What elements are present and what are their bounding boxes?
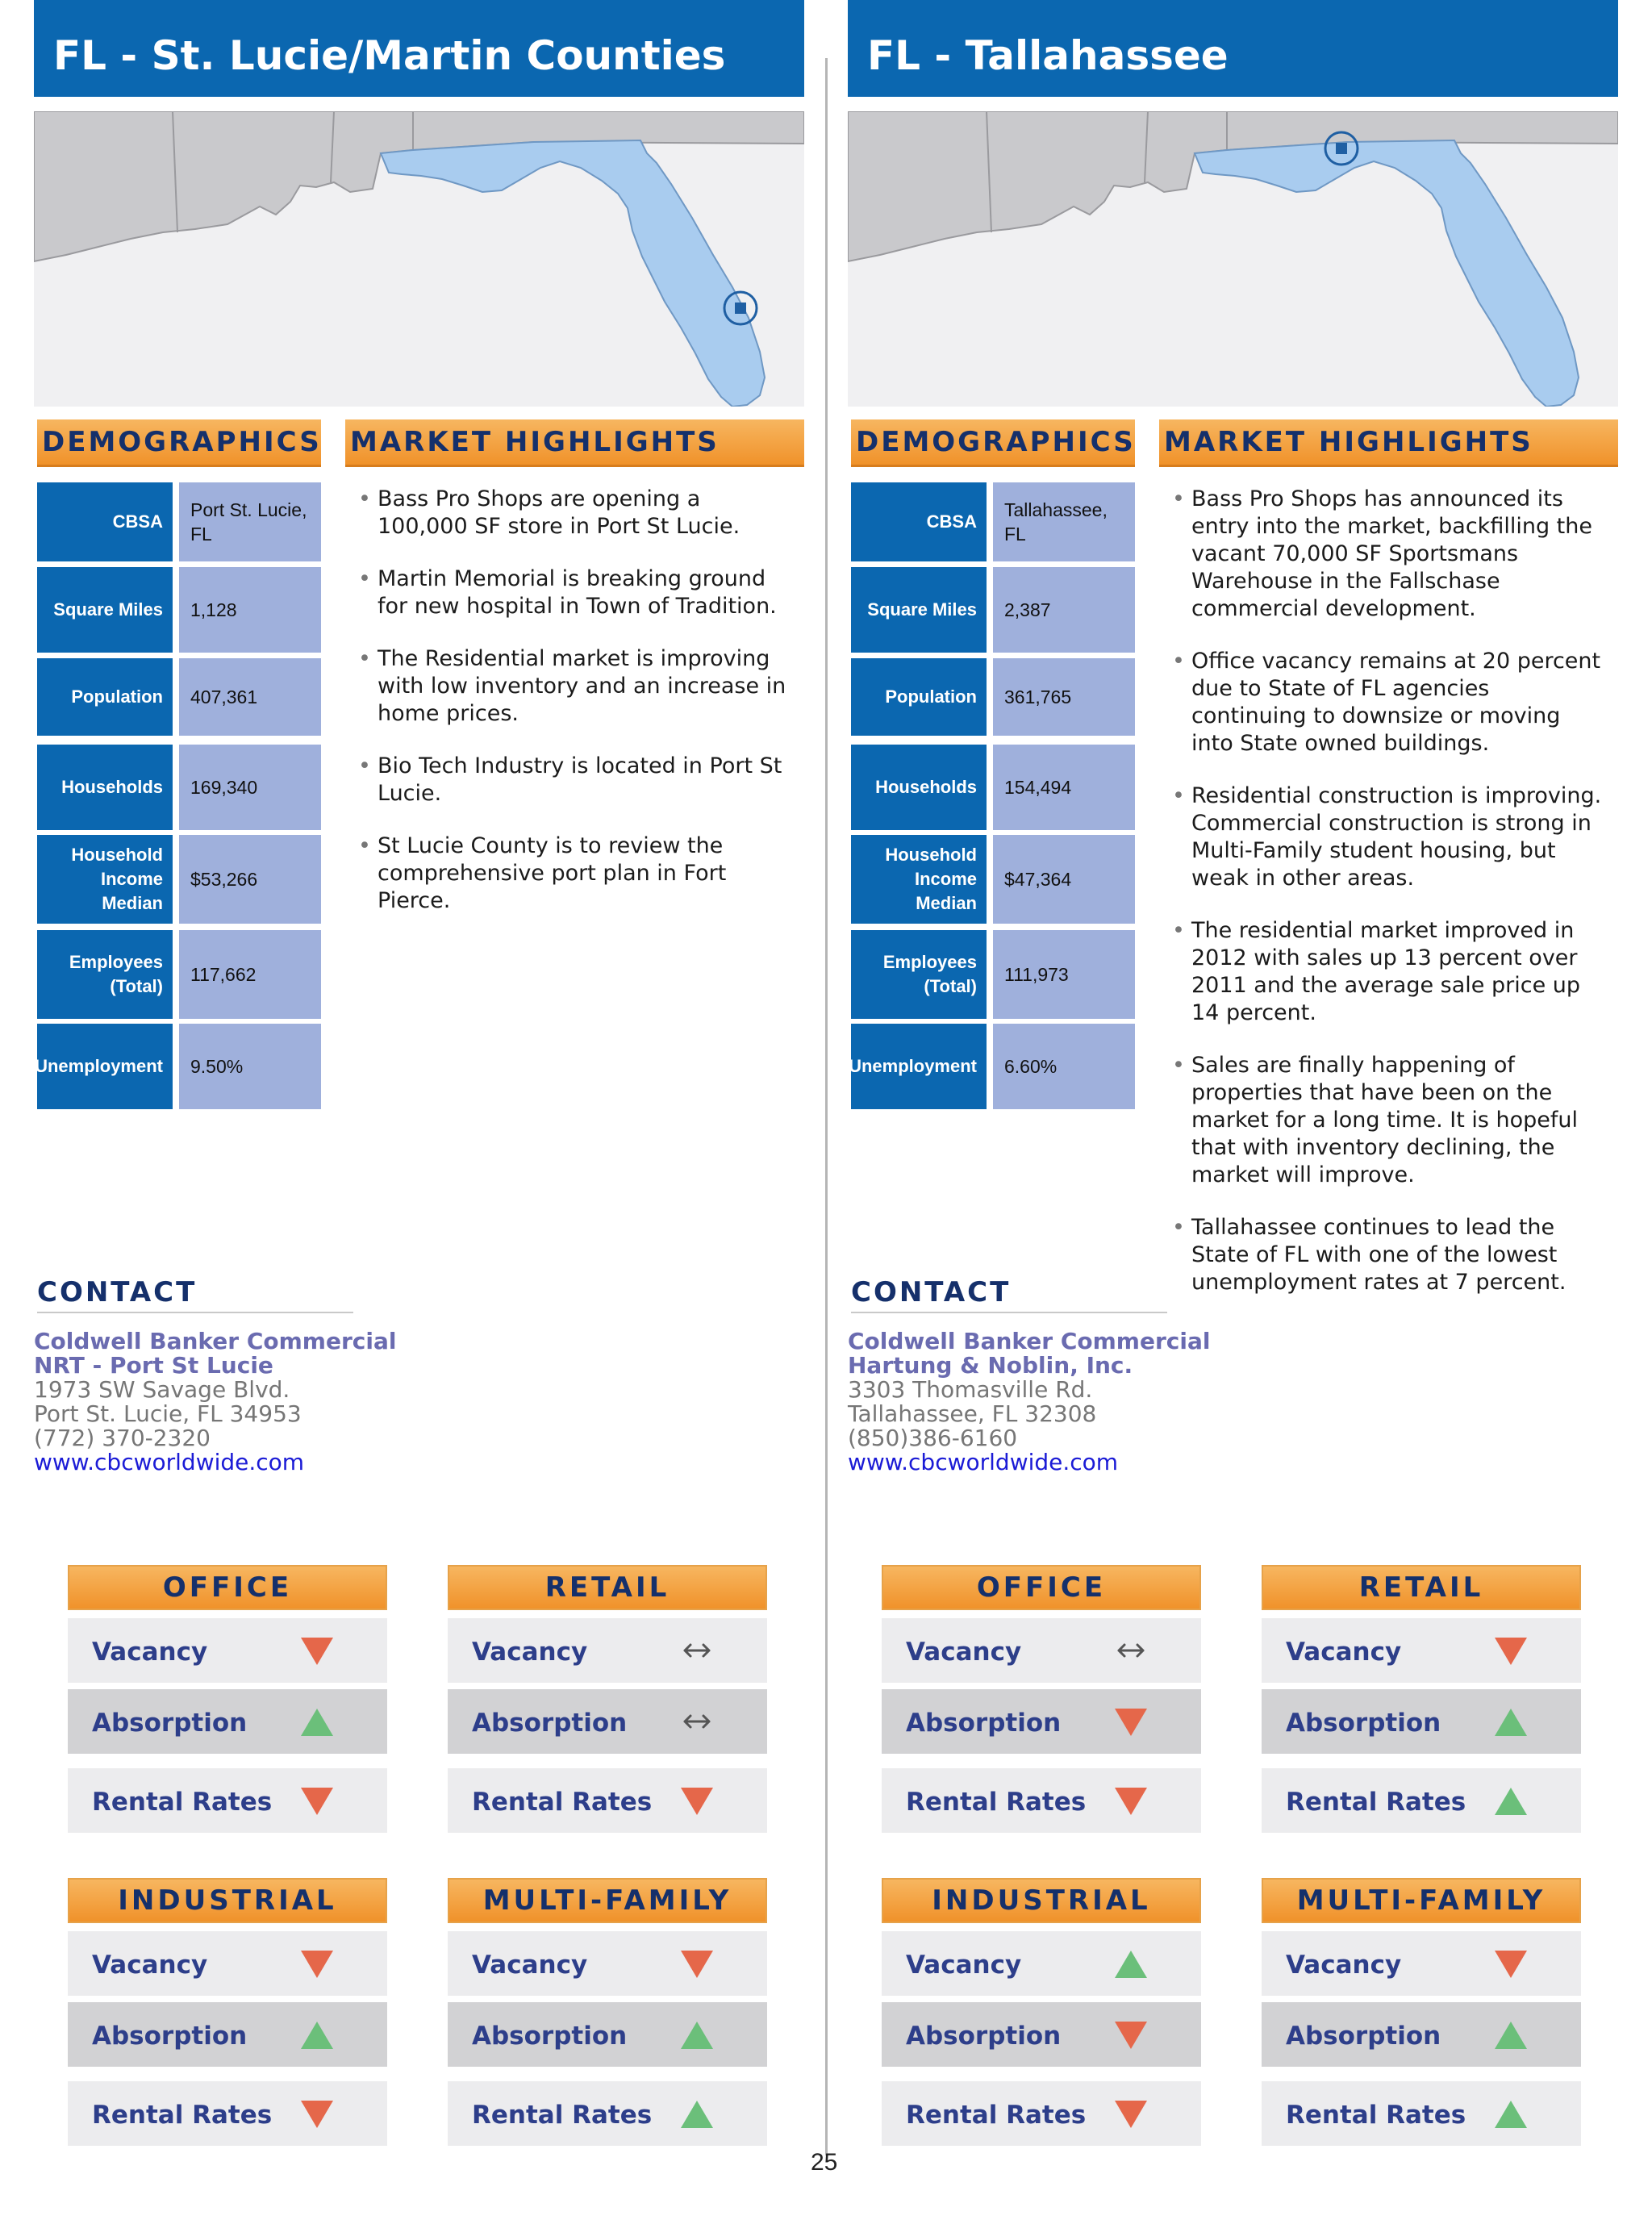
market-title: FL - Tallahassee [867,32,1229,79]
office-panel-header [882,1565,1201,1610]
market-highlight-item: • Sales are finally happening of properties that have been on the market for a long time. It is hopeful that with inventory declining, the market will improve. [1172,1052,1608,1189]
demographics-row [37,835,321,924]
market-highlights-heading-text: MARKET HIGHLIGHTS [350,426,720,458]
market-title: FL - St. Lucie/Martin Counties [53,32,726,79]
multifamily-row-rental-rates [448,2081,767,2146]
demographics-value: 407,361 [179,658,321,736]
market-highlights-list [1172,486,1608,1321]
industrial-row-absorption [68,2002,387,2067]
demographics-label: Square Miles [37,567,173,653]
retail-panel-title: RETAIL [544,1571,670,1604]
indicator-label: Rental Rates [472,1788,653,1817]
office-panel-title: OFFICE [162,1571,293,1604]
page-number: 25 [811,2149,838,2176]
contact-city: Port St. Lucie, FL 34953 [34,1400,302,1427]
demographics-value: 361,765 [993,658,1135,736]
indicator-label: Vacancy [906,1951,1022,1980]
market-column-tallahassee [848,0,1618,2220]
market-title-bar [848,0,1618,97]
retail-panel-title: RETAIL [1358,1571,1484,1604]
contact-website-link[interactable]: www.cbcworldwide.com [34,1449,305,1475]
demographics-value: 117,662 [179,930,321,1019]
contact-office: NRT - Port St Lucie [34,1352,273,1379]
contact-heading-text: CONTACT [851,1276,1012,1308]
market-highlight-item: • St Lucie County is to review the comprehensive port plan in Fort Pierce. [358,832,794,915]
market-highlight-item: • Residential construction is improving. Commercial construction is strong in Multi-Family student housing, but weak in other areas. [1172,782,1608,892]
indicator-label: Absorption [1286,1709,1441,1738]
demographics-row [851,658,1135,736]
demographics-row [37,482,321,561]
indicator-label: Rental Rates [92,2101,273,2130]
trend-down-icon [678,1783,715,1818]
trend-up-icon [1492,2096,1529,2131]
retail-row-absorption [1262,1689,1581,1754]
demographics-label: CBSA [851,482,987,561]
trend-down-icon [1492,1633,1529,1668]
contact-heading-text: CONTACT [37,1276,198,1308]
industrial-row-rental-rates [68,2081,387,2146]
column-divider [825,58,828,2155]
demographics-label: Population [851,658,987,736]
demographics-label: Population [37,658,173,736]
location-marker [735,303,746,314]
demographics-value: 111,973 [993,930,1135,1019]
industrial-row-rental-rates [882,2081,1201,2146]
multifamily-panel-header [1262,1878,1581,1923]
contact-city: Tallahassee, FL 32308 [848,1400,1097,1427]
demographics-heading [851,419,1135,467]
retail-row-vacancy [448,1618,767,1683]
indicator-label: Rental Rates [92,1788,273,1817]
trend-up-icon [678,2017,715,2052]
trend-up-icon [298,1704,336,1739]
trend-down-icon [298,1946,336,1981]
contact-phone: (850)386-6160 [848,1425,1018,1451]
demographics-heading [37,419,321,467]
multifamily-row-rental-rates [1262,2081,1581,2146]
indicator-label: Rental Rates [1286,2101,1466,2130]
florida-map [848,111,1618,407]
florida-map [34,111,804,407]
demographics-value: 6.60% [993,1024,1135,1109]
indicator-label: Absorption [92,2022,248,2051]
multifamily-row-vacancy [1262,1931,1581,1996]
trend-down-icon [678,1946,715,1981]
demographics-label: CBSA [37,482,173,561]
indicator-label: Rental Rates [906,1788,1087,1817]
indicator-label: Vacancy [1286,1951,1402,1980]
retail-row-rental-rates [1262,1768,1581,1833]
map-graphic [34,111,804,407]
trend-flat-icon [1112,1633,1149,1668]
demographics-label: Household Income Median [851,835,987,924]
retail-panel-header [448,1565,767,1610]
demographics-row [37,567,321,653]
market-column-st-lucie [34,0,804,2220]
demographics-row [37,930,321,1019]
demographics-row [851,930,1135,1019]
office-row-rental-rates [882,1768,1201,1833]
demographics-value: 2,387 [993,567,1135,653]
indicator-label: Absorption [1286,2022,1441,2051]
industrial-row-vacancy [68,1931,387,1996]
trend-up-icon [1492,1704,1529,1739]
florida-shape [1195,140,1579,407]
contact-firm: Coldwell Banker Commercial [34,1328,397,1354]
indicator-label: Absorption [906,2022,1062,2051]
office-row-absorption [68,1689,387,1754]
market-highlight-item: • Bass Pro Shops has announced its entry into the market, backfilling the vacant 70,000 SF Sportsmans Warehouse in the Fallschase commercial development. [1172,486,1608,623]
contact-block [848,1329,1299,1475]
map-graphic [848,111,1618,407]
retail-panel-header [1262,1565,1581,1610]
multifamily-row-absorption [1262,2002,1581,2067]
demographics-heading-text: DEMOGRAPHICS [856,426,1136,458]
trend-up-icon [1112,1946,1149,1981]
indicator-label: Absorption [472,2022,628,2051]
demographics-label: Employees (Total) [851,930,987,1019]
demographics-row [37,745,321,830]
demographics-row [851,567,1135,653]
market-highlight-item: • Bio Tech Industry is located in Port St Lucie. [358,753,794,807]
indicator-label: Absorption [906,1709,1062,1738]
trend-up-icon [678,2096,715,2131]
demographics-label: Unemployment [37,1024,173,1109]
trend-up-icon [298,2017,336,2052]
multifamily-row-absorption [448,2002,767,2067]
contact-office: Hartung & Noblin, Inc. [848,1352,1133,1379]
trend-down-icon [1112,1704,1149,1739]
office-row-vacancy [68,1618,387,1683]
demographics-row [851,1024,1135,1109]
market-highlights-list [358,486,794,940]
demographics-value: 1,128 [179,567,321,653]
demographics-value: 9.50% [179,1024,321,1109]
office-row-rental-rates [68,1768,387,1833]
demographics-value: $47,364 [993,835,1135,924]
retail-row-absorption [448,1689,767,1754]
contact-website-link[interactable]: www.cbcworldwide.com [848,1449,1119,1475]
demographics-label: Households [851,745,987,830]
market-highlights-heading-text: MARKET HIGHLIGHTS [1164,426,1533,458]
demographics-value: Port St. Lucie, FL [179,482,321,561]
market-highlight-item: • The residential market improved in 2012 with sales up 13 percent over 2011 and the average sale price up 14 percent. [1172,917,1608,1027]
trend-down-icon [1492,1946,1529,1981]
trend-up-icon [1492,1783,1529,1818]
industrial-panel-header [882,1878,1201,1923]
contact-phone: (772) 370-2320 [34,1425,211,1451]
market-highlights-heading [1159,419,1618,467]
industrial-panel-title: INDUSTRIAL [932,1884,1151,1917]
indicator-label: Vacancy [472,1638,588,1667]
indicator-label: Rental Rates [1286,1788,1466,1817]
market-highlight-item: • The Residential market is improving with low inventory and an increase in home prices. [358,645,794,728]
retail-row-vacancy [1262,1618,1581,1683]
demographics-value: Tallahassee, FL [993,482,1135,561]
contact-street: 3303 Thomasville Rd. [848,1376,1093,1403]
industrial-panel-header [68,1878,387,1923]
multifamily-panel-header [448,1878,767,1923]
trend-down-icon [1112,2017,1149,2052]
indicator-label: Vacancy [92,1638,208,1667]
industrial-row-vacancy [882,1931,1201,1996]
demographics-row [851,835,1135,924]
trend-down-icon [1112,1783,1149,1818]
demographics-row [37,658,321,736]
retail-row-rental-rates [448,1768,767,1833]
trend-down-icon [298,2096,336,2131]
market-highlight-item: • Bass Pro Shops are opening a 100,000 SF store in Port St Lucie. [358,486,794,540]
contact-heading [37,1273,353,1313]
market-highlight-item: • Martin Memorial is breaking ground for new hospital in Town of Tradition. [358,565,794,620]
office-row-vacancy [882,1618,1201,1683]
indicator-label: Vacancy [906,1638,1022,1667]
multifamily-panel-title: MULTI-FAMILY [1296,1884,1546,1917]
demographics-value: 169,340 [179,745,321,830]
florida-shape [381,140,765,407]
office-panel-title: OFFICE [976,1571,1107,1604]
location-marker [1336,143,1347,154]
trend-down-icon [298,1783,336,1818]
office-row-absorption [882,1689,1201,1754]
industrial-row-absorption [882,2002,1201,2067]
contact-street: 1973 SW Savage Blvd. [34,1376,290,1403]
demographics-label: Unemployment [851,1024,987,1109]
office-panel-header [68,1565,387,1610]
trend-down-icon [1112,2096,1149,2131]
demographics-label: Household Income Median [37,835,173,924]
indicator-label: Rental Rates [906,2101,1087,2130]
demographics-label: Employees (Total) [37,930,173,1019]
contact-block [34,1329,486,1475]
indicator-label: Vacancy [1286,1638,1402,1667]
multifamily-panel-title: MULTI-FAMILY [482,1884,732,1917]
demographics-value: 154,494 [993,745,1135,830]
indicator-label: Vacancy [472,1951,588,1980]
multifamily-row-vacancy [448,1931,767,1996]
trend-down-icon [298,1633,336,1668]
indicator-label: Absorption [92,1709,248,1738]
indicator-label: Vacancy [92,1951,208,1980]
contact-heading [851,1273,1167,1313]
market-title-bar [34,0,804,97]
market-highlight-item: • Tallahassee continues to lead the State of FL with one of the lowest unemployment rates at 7 percent. [1172,1214,1608,1296]
demographics-row [37,1024,321,1109]
demographics-label: Households [37,745,173,830]
demographics-heading-text: DEMOGRAPHICS [42,426,322,458]
trend-flat-icon [678,1633,715,1668]
trend-flat-icon [678,1704,715,1739]
market-highlights-heading [345,419,804,467]
demographics-label: Square Miles [851,567,987,653]
contact-firm: Coldwell Banker Commercial [848,1328,1211,1354]
indicator-label: Rental Rates [472,2101,653,2130]
trend-up-icon [1492,2017,1529,2052]
indicator-label: Absorption [472,1709,628,1738]
industrial-panel-title: INDUSTRIAL [118,1884,337,1917]
market-highlight-item: • Office vacancy remains at 20 percent due to State of FL agencies continuing to downsize or moving into State owned buildings. [1172,648,1608,757]
demographics-value: $53,266 [179,835,321,924]
demographics-row [851,745,1135,830]
demographics-row [851,482,1135,561]
